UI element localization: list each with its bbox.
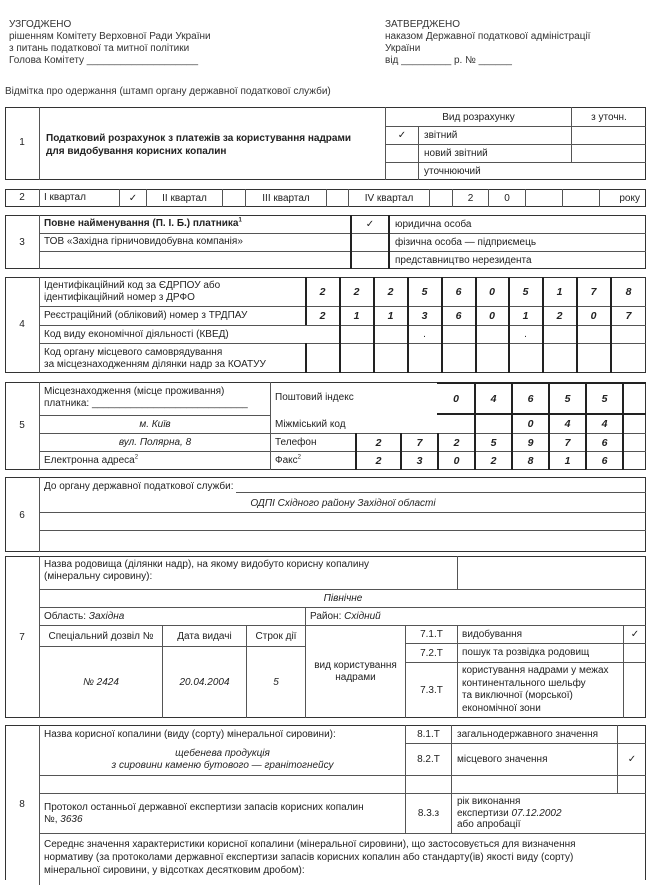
significance-checkbox-local[interactable]: ✓ <box>627 754 637 765</box>
fax-label: Факс$^2$ <box>275 454 301 466</box>
trdpau-digit[interactable]: 2 <box>556 310 563 322</box>
fax-digit[interactable]: 0 <box>453 455 460 467</box>
phone-digit[interactable]: 9 <box>527 436 534 449</box>
kved-digit[interactable] <box>374 326 407 343</box>
koatuu-digit[interactable] <box>577 344 610 373</box>
permit-number-value[interactable]: № 2424 <box>83 677 119 688</box>
usage-checkbox-extraction[interactable]: ✓ <box>630 629 640 640</box>
permit-number-header: Спеціальний дозвіл № <box>48 630 154 642</box>
koatuu-digit[interactable] <box>442 344 475 373</box>
mineral-name-value-line1: щебенева продукція <box>175 748 270 759</box>
kved-digit[interactable] <box>577 326 610 343</box>
report-type-clarifying-label: уточнюючий <box>424 166 481 177</box>
intercity-digit[interactable]: 4 <box>564 418 571 430</box>
edrpou-label-line1: Ідентифікаційний код за ЄДРПОУ або <box>44 280 221 291</box>
koatuu-digit[interactable] <box>543 344 576 373</box>
trdpau-digit[interactable]: 0 <box>590 310 597 322</box>
approval-right-title: ЗАТВЕРДЖЕНО <box>385 19 461 30</box>
phone-digit[interactable]: 7 <box>416 436 423 449</box>
expertise-line3: або апробації <box>457 819 521 830</box>
edrpou-digit[interactable]: 0 <box>489 286 495 298</box>
usage-label-shelf-line: користування надрами у межах <box>462 665 609 676</box>
kved-digit[interactable] <box>543 326 576 343</box>
mineral-name-label: Назва корисної копалини (виду (сорту) мінеральної сировини): <box>44 729 336 740</box>
phone-digit[interactable]: 7 <box>564 436 571 449</box>
deposit-value[interactable]: Північне <box>323 593 363 604</box>
trdpau-digit[interactable]: 0 <box>489 310 495 322</box>
intercity-digit[interactable] <box>476 415 511 433</box>
usage-type-label-line1: вид користування <box>314 660 397 671</box>
trdpau-digit[interactable]: 1 <box>353 310 360 322</box>
edrpou-digit[interactable]: 1 <box>556 286 563 298</box>
usage-checkbox-shelf[interactable] <box>624 663 646 718</box>
year-suffix: року <box>619 192 640 204</box>
approval-left-title: УЗГОДЖЕНО <box>9 19 72 30</box>
tax-office-extra-line-2[interactable] <box>40 531 646 551</box>
year-digit-4[interactable] <box>563 190 599 206</box>
year-digit-1[interactable]: 2 <box>467 192 474 204</box>
email-label: Електронна адреса$^2$ <box>44 454 139 466</box>
usage-label-shelf <box>462 665 609 715</box>
section-number: 2 <box>19 192 25 203</box>
report-type-new-label: новий звітний <box>424 148 488 159</box>
usage-label-shelf-line: економічної зони <box>462 702 541 714</box>
clarification-field-1[interactable] <box>572 127 646 144</box>
koatuu-digit[interactable] <box>340 344 373 373</box>
year-digit-2[interactable]: 0 <box>504 192 510 204</box>
quarter-1-checkbox[interactable]: ✓ <box>128 192 138 204</box>
validity-term-value[interactable]: 5 <box>273 677 279 688</box>
koatuu-digit[interactable] <box>374 344 407 373</box>
edrpou-digit[interactable]: 7 <box>590 286 597 298</box>
fax-digit[interactable]: 2 <box>490 455 497 467</box>
phone-digit[interactable]: 5 <box>490 436 497 449</box>
report-title-line1: Податковий розрахунок з платежів за користування надрами <box>46 133 352 144</box>
average-value-label-line1: Середнє значення характеристики корисної копалини (мінеральної сировини), що застосовується для визначення <box>44 839 576 850</box>
fax-digit[interactable]: 1 <box>564 455 571 467</box>
fax-digit[interactable]: 8 <box>527 455 534 467</box>
deposit-label-line2: (мінеральну сировину): <box>44 571 153 582</box>
legal-entity-label: юридична особа <box>395 219 472 230</box>
approval-right-line1: наказом Державної податкової адміністрації <box>385 31 591 42</box>
approval-left-line1: рішенням Комітету Верховної Ради України <box>9 31 211 42</box>
validity-term-header: Строк дії <box>255 630 297 642</box>
phone-label: Телефон <box>275 437 317 448</box>
quarter-2-label: II квартал <box>162 192 207 204</box>
section-number: 1 <box>19 137 25 148</box>
section-number: 5 <box>19 420 25 431</box>
postal-digit[interactable]: 6 <box>527 392 534 405</box>
quarter-3-checkbox[interactable] <box>327 190 348 206</box>
mineral-name-value[interactable] <box>40 748 405 772</box>
deposit-extra-field[interactable] <box>458 557 646 589</box>
significance-code-national: 8.1.Т <box>417 729 440 740</box>
nonresident-checkbox[interactable] <box>352 252 388 269</box>
location-label-line1: Місцезнаходження (місце проживання) <box>44 386 225 397</box>
report-type-checkbox-new[interactable] <box>386 145 418 162</box>
approval-right-line3: від _________ р. № ______ <box>385 55 512 66</box>
approval-right-line2: України <box>385 43 421 54</box>
fax-digit[interactable]: 2 <box>375 455 382 467</box>
usage-label-extraction: видобування <box>462 629 523 640</box>
legal-entity-checkbox[interactable]: ✓ <box>365 219 375 230</box>
section-number: 6 <box>19 510 25 521</box>
section-number: 3 <box>19 237 25 248</box>
usage-checkbox-exploration[interactable] <box>624 644 646 662</box>
usage-code-shelf: 7.3.Т <box>420 685 443 696</box>
deposit-label-line1: Назва родовища (ділянки надр), на якому видобуто корисну копалину <box>44 559 369 570</box>
report-type-checkbox-regular[interactable]: ✓ <box>397 130 407 141</box>
kved-digit[interactable]: . <box>423 329 426 340</box>
average-value-label-line3: мінеральної сировини, у відсотках десятковим дробом): <box>44 865 305 876</box>
quarter-2-checkbox[interactable] <box>223 190 245 206</box>
quarter-3-label: III квартал <box>262 192 310 204</box>
edrpou-digit[interactable]: 2 <box>353 286 360 298</box>
mineral-name-value-line2: з сировини каменю бутового — гранітогнейсу <box>111 760 334 771</box>
significance-label-national: загальнодержавного значення <box>457 729 599 740</box>
section-number: 7 <box>19 632 25 643</box>
report-title-line2: для видобування корисних копалин <box>46 146 227 157</box>
usage-label-exploration: пошук та розвідка родовищ <box>462 647 590 658</box>
edrpou-label-line2: ідентифікаційний номер з ДРФО <box>44 292 195 303</box>
kved-label: Код виду економічної діяльності (КВЕД) <box>44 329 229 340</box>
nonresident-label: представництво нерезидента <box>395 255 532 266</box>
trdpau-digit[interactable]: 2 <box>319 310 326 322</box>
usage-type-label <box>306 660 405 684</box>
koatuu-label-line1: Код органу місцевого самоврядування <box>44 347 223 358</box>
tax-office-extra-line-1[interactable] <box>40 513 646 530</box>
payer-name-value[interactable]: ТОВ «Західна гірничовидобувна компанія» <box>44 236 243 247</box>
individual-entrepreneur-checkbox[interactable] <box>352 234 388 251</box>
phone-digit[interactable]: 6 <box>601 436 608 449</box>
postal-digit[interactable]: 4 <box>490 392 497 405</box>
issue-date-value[interactable]: 20.04.2004 <box>179 677 230 688</box>
postal-digit[interactable]: 5 <box>601 392 608 405</box>
edrpou-digit[interactable]: 2 <box>387 286 394 298</box>
quarter-4-label: IV квартал <box>364 192 414 204</box>
koatuu-digit[interactable] <box>408 344 441 373</box>
issue-date-header: Дата видачі <box>177 630 232 642</box>
individual-entrepreneur-label: фізична особа — підприємець <box>395 237 537 248</box>
payer-name-extra-field[interactable] <box>44 252 346 268</box>
postal-digit[interactable]: 5 <box>564 392 571 405</box>
clarification-field-2[interactable] <box>572 145 646 162</box>
trdpau-digit[interactable]: 1 <box>387 310 394 322</box>
postal-code-label: Поштовий індекс <box>275 392 354 403</box>
phone-digit[interactable]: 2 <box>375 436 382 449</box>
usage-code-extraction: 7.1.Т <box>420 629 443 640</box>
intercity-digit[interactable]: 4 <box>601 418 608 430</box>
report-type-header: Вид розрахунку <box>442 111 515 123</box>
fax-digit[interactable]: 6 <box>601 455 608 467</box>
oblast-field[interactable]: Область: Західна <box>44 611 125 622</box>
significance-checkbox-national[interactable] <box>618 726 646 743</box>
expertise-year-block <box>457 796 562 831</box>
usage-code-exploration: 7.2.Т <box>420 647 443 659</box>
usage-label-shelf-line: континентального шельфу <box>462 677 586 689</box>
mineral-extra-field[interactable] <box>40 776 405 793</box>
quarter-4-checkbox[interactable] <box>430 190 452 206</box>
edrpou-digit[interactable]: 8 <box>625 286 632 298</box>
edrpou-digit[interactable]: 6 <box>455 286 462 298</box>
trdpau-label: Реєстраційний (обліковий) номер з ТРДПАУ <box>44 310 248 321</box>
edrpou-digit[interactable]: 5 <box>522 286 529 298</box>
trdpau-digit[interactable]: 1 <box>522 310 529 322</box>
significance-label-local: місцевого значення <box>457 754 548 765</box>
edrpou-digit[interactable]: 5 <box>421 286 428 298</box>
clarification-header: з уточн. <box>591 111 627 123</box>
intercity-code-label: Міжміський код <box>275 419 346 430</box>
protocol-label-line1: Протокол останньої державної експертизи запасів корисних копалин <box>44 802 364 813</box>
koatuu-digit[interactable] <box>476 344 508 373</box>
average-value-label-line2: нормативу (за протоколами державної експертизи запасів корисних копалин або стандарту(ів) якості виду (сорту) <box>44 852 574 863</box>
significance-code-local: 8.2.Т <box>417 754 440 765</box>
koatuu-digit[interactable] <box>509 344 542 373</box>
tax-office-label: До органу державної податкової служби: <box>44 481 234 492</box>
kved-digit[interactable]: . <box>524 329 527 340</box>
street-value[interactable]: вул. Полярна, 8 <box>118 437 192 448</box>
postal-digit[interactable]: 0 <box>453 392 459 405</box>
edrpou-digit[interactable]: 2 <box>319 286 326 298</box>
report-type-checkbox-clarifying[interactable] <box>386 163 418 180</box>
protocol-number-field[interactable]: №, 3636 <box>44 814 83 825</box>
expertise-date-field[interactable]: експертизи 07.12.2002 <box>457 807 562 819</box>
trdpau-digit[interactable]: 6 <box>455 310 462 322</box>
trdpau-digit[interactable]: 7 <box>625 310 632 322</box>
kved-digit[interactable] <box>340 326 373 343</box>
year-digit-3[interactable] <box>526 190 562 206</box>
city-value[interactable]: м. Київ <box>139 419 171 430</box>
koatuu-label-line2: за місцезнаходженням ділянки надр за КОАТУУ <box>44 359 266 370</box>
phone-digit[interactable]: 2 <box>453 436 460 449</box>
section-number: 8 <box>19 799 25 810</box>
approval-left-line3: Голова Комітету ____________________ <box>9 55 199 66</box>
payer-name-label: Повне найменування (П. І. Б.) платника$^1$ <box>44 217 242 229</box>
quarter-1-label: I квартал <box>44 192 86 203</box>
koatuu-digit[interactable] <box>611 344 646 373</box>
kved-digit[interactable] <box>476 326 508 343</box>
usage-type-label-line2: надрами <box>335 672 376 683</box>
expertise-line1: рік виконання <box>457 796 521 807</box>
report-type-regular-label: звітний <box>424 130 458 141</box>
usage-label-shelf-line: та виключної (морської) <box>462 690 573 701</box>
intercity-digit[interactable]: 0 <box>527 418 534 430</box>
kved-digit[interactable] <box>442 326 475 343</box>
trdpau-digit[interactable]: 3 <box>421 310 428 322</box>
expertise-code: 8.3.з <box>417 808 440 819</box>
approval-left-line2: з питань податкової та митної політики <box>9 43 190 54</box>
koatuu-digit[interactable] <box>306 344 339 373</box>
location-label-line2: платника: ____________________________ <box>44 398 248 409</box>
fax-digit[interactable]: 3 <box>416 455 423 467</box>
receipt-stamp-note: Відмітка про одержання (штамп органу державної податкової служби) <box>5 86 331 97</box>
section-number: 4 <box>19 319 25 330</box>
tax-office-value[interactable]: ОДПІ Східного району Західної області <box>250 497 436 509</box>
rayon-field[interactable]: Район: Східний <box>310 611 381 622</box>
